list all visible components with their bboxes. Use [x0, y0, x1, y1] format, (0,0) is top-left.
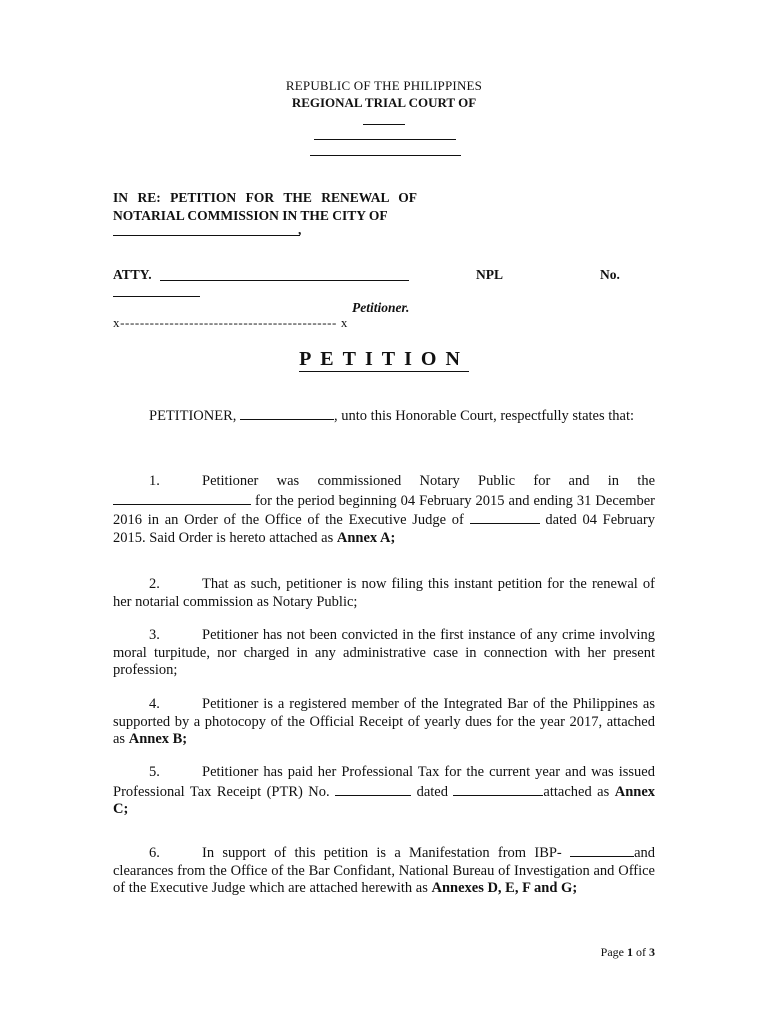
paragraph-5-number: 5.: [149, 764, 160, 780]
court-blank-1: [363, 124, 405, 125]
court-line: REGIONAL TRIAL COURT OF: [291, 95, 477, 110]
paragraph-1-text-a: Petitioner was commissioned Notary Public for and in the: [202, 473, 655, 489]
intro-paragraph: [113, 406, 655, 426]
npl-label: NPL: [476, 267, 503, 282]
paragraph-4-text: Petitioner is a registered member of the Integrated Bar of the Philippines as supported by a photocopy of the Official Receipt of yearly dues for the year 2017, attached as: [113, 696, 655, 747]
paragraph-2-number: 2.: [149, 576, 160, 592]
no-label: No.: [600, 267, 620, 282]
atty-label: ATTY.: [113, 267, 152, 282]
ibp-chapter-blank: [570, 843, 634, 857]
case-caption: IN RE: PETITION FOR THE RENEWAL OF NOTARIAL COMMISSION IN THE CITY OF: [113, 190, 417, 223]
court-blank-3: [310, 155, 461, 156]
paragraph-3-text: Petitioner has not been convicted in the first instance of any crime involving moral turpitude, nor charged in any administrative case in connection with her present profession;: [113, 627, 655, 678]
footer-of-label: of: [636, 945, 646, 959]
ptr-number-blank: [335, 782, 411, 796]
petitioner-label: Petitioner.: [352, 300, 410, 315]
paragraph-5-text-b: dated: [416, 783, 448, 800]
paragraph-5-text-c: attached as: [543, 783, 610, 800]
republic-line: REPUBLIC OF THE PHILIPPINES: [285, 78, 483, 93]
page-footer: [601, 945, 655, 960]
paragraph-6-text-a: In support of this petition is a Manifestation from IBP-: [202, 845, 562, 861]
paragraph-1: [113, 473, 655, 547]
atty-blank: [160, 280, 409, 281]
city-blank: [113, 235, 300, 236]
annexes-d-g-ref: Annexes D, E, F and G;: [431, 880, 578, 896]
area-blank: [113, 491, 251, 505]
paragraph-2: [113, 576, 655, 611]
annex-c-ref: Annex C;: [113, 783, 656, 817]
title-text: PETITION: [299, 348, 469, 370]
document-title: [0, 348, 768, 371]
judge-blank: [470, 510, 540, 524]
footer-current-page: 1: [627, 945, 633, 959]
paragraph-5: [113, 764, 655, 819]
court-blank-2: [314, 139, 456, 140]
caption-comma: ,: [298, 222, 302, 237]
caption-x-line: x-------------------------------------------- x: [113, 315, 348, 330]
intro-petitioner: PETITIONER,: [149, 408, 237, 424]
paragraph-4: [113, 696, 655, 749]
paragraph-2-text: That as such, petitioner is now filing this instant petition for the renewal of her notarial commission as Notary Public;: [113, 576, 655, 610]
paragraph-6-number: 6.: [149, 845, 160, 861]
intro-text: , unto this Honorable Court, respectfully states that:: [334, 408, 635, 424]
footer-total-pages: 3: [649, 945, 655, 959]
court-header: [0, 78, 768, 112]
annex-b-ref: Annex B;: [128, 731, 188, 747]
paragraph-6: [113, 843, 655, 898]
paragraph-1-number: 1.: [149, 473, 160, 489]
ptr-date-blank: [453, 782, 543, 796]
paragraph-1-text-c: dated 04 February 2015. Said Order is hereto attached as: [113, 512, 656, 546]
npl-number-blank: [113, 296, 200, 297]
paragraph-3-number: 3.: [149, 627, 160, 643]
footer-page-label: Page: [600, 945, 624, 959]
paragraph-4-number: 4.: [149, 696, 160, 712]
annex-a-ref: Annex A;: [336, 529, 396, 546]
paragraph-6-text-b: and clearances from the Office of the Bar Confidant, National Bureau of Investigation and Office of the Executive Judge which are attached herewith as: [113, 845, 655, 896]
paragraph-1-text-b: for the period beginning 04 February 2015 and ending 31 December 2016 in an Order of the Office of the Executive Judge of: [113, 492, 656, 528]
paragraph-3: [113, 627, 655, 680]
petitioner-name-blank: [240, 406, 334, 420]
paragraph-5-text-a: Petitioner has paid her Professional Tax for the current year and was issued Professional Tax Receipt (PTR) No.: [113, 764, 655, 800]
